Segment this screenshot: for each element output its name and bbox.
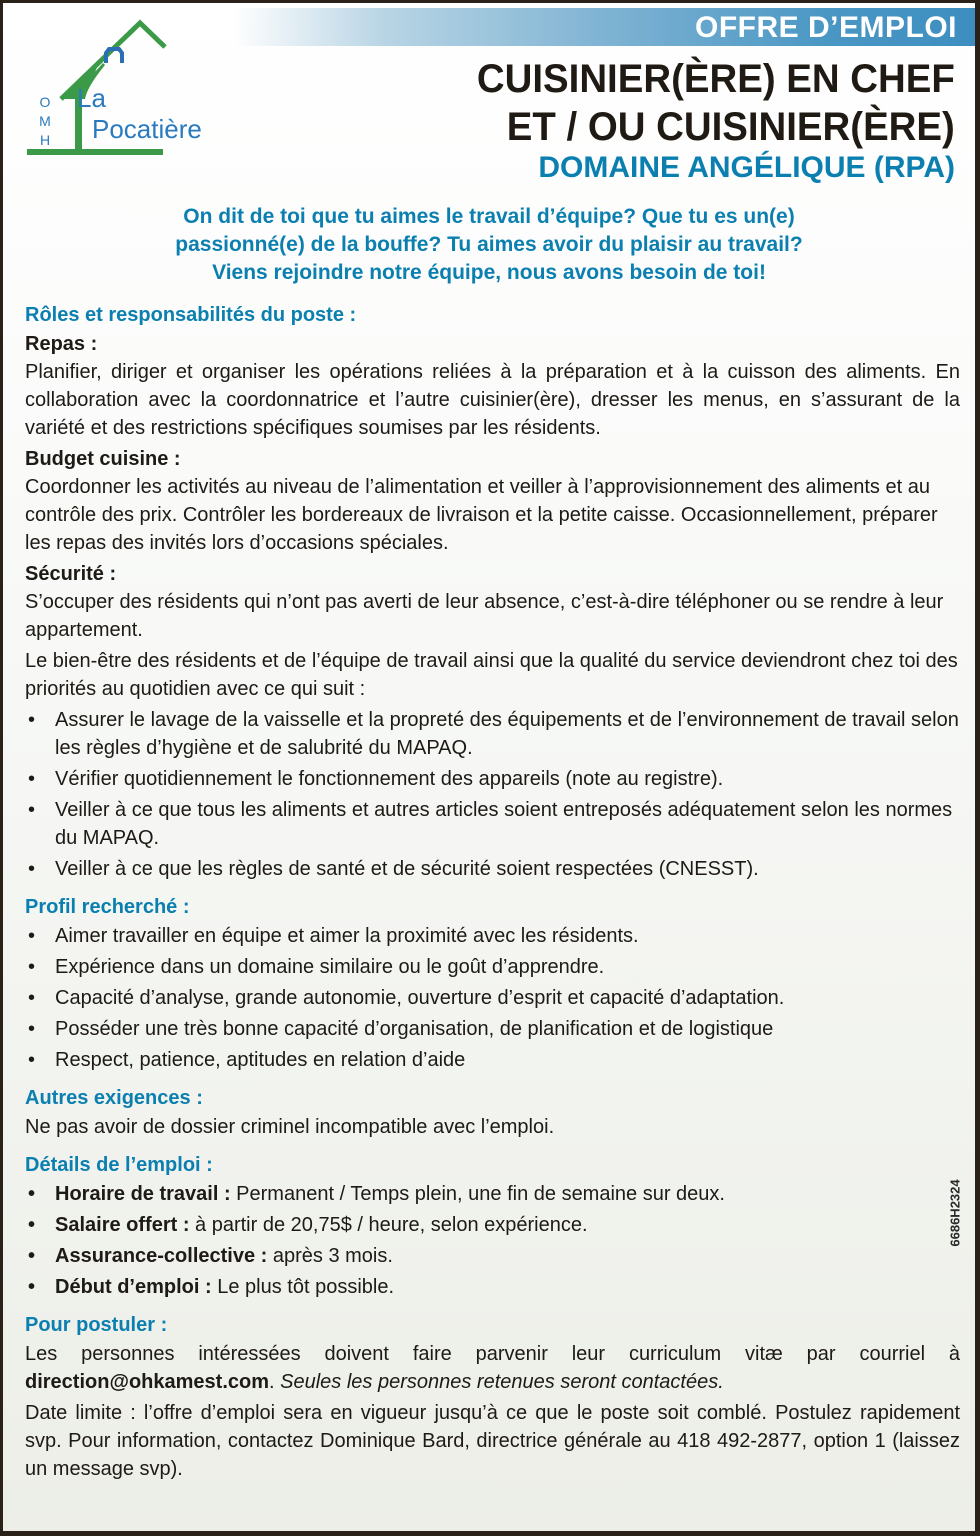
banner-label: OFFRE D’EMPLOI <box>695 11 957 44</box>
detail-item <box>25 1273 960 1301</box>
intro-line: passionné(e) de la bouffe? Tu aimes avoir du plaisir au travail? <box>175 233 803 256</box>
budget-text: Coordonner les activités au niveau de l’alimentation et veiller à l’approvisionnement des aliments et au contrôle des prix. Contrôler les bordereaux de livraison et la petite caisse. Occasionnellement, préparer les repas des invités lors d’occasions spéciales. <box>25 476 938 554</box>
subheading-budget: Budget cuisine : <box>25 448 181 470</box>
bullet-icon: • <box>28 1018 36 1040</box>
section-heading-exigences: Autres exigences : <box>25 1087 203 1109</box>
list-item <box>25 855 960 883</box>
postuler-intro: Les personnes intéressées doivent faire parvenir leur curriculum vitæ par courriel à <box>25 1343 960 1365</box>
postuler-text <box>25 1340 960 1396</box>
exigences-text: Ne pas avoir de dossier criminel incompatible avec l’emploi. <box>25 1116 555 1138</box>
bullet-icon: • <box>28 799 36 821</box>
bullet-icon: • <box>28 1049 36 1071</box>
bullet-icon: • <box>28 1276 36 1298</box>
bullet-icon: • <box>28 987 36 1009</box>
section-heading-profil: Profil recherché : <box>25 896 190 918</box>
roles-bullet-list <box>25 706 960 883</box>
list-item-text: Assurer le lavage de la vaisselle et la propreté des équipements et de l’environnement de travail selon les règles d’hygiène et de salubrité du MAPAQ. <box>55 709 959 759</box>
bienetre-text: Le bien-être des résidents et de l’équipe de travail ainsi que la qualité du service deviendront chez toi des priorités au quotidien avec ce qui suit : <box>25 650 958 700</box>
detail-item <box>25 1242 960 1270</box>
list-item-text: Respect, patience, aptitudes en relation d’aide <box>55 1049 466 1071</box>
list-item <box>25 922 960 950</box>
bullet-icon: • <box>28 1214 36 1236</box>
intro-line: Viens rejoindre notre équipe, nous avons besoin de toi! <box>212 261 766 284</box>
logo-text-pocatiere: Pocatière <box>92 114 202 144</box>
list-item <box>25 796 960 852</box>
detail-label: Début d’emploi : <box>55 1276 212 1298</box>
omh-logo <box>23 17 223 162</box>
logo-letter-h: H <box>39 132 51 148</box>
bullet-icon: • <box>28 858 36 880</box>
details-list <box>25 1180 960 1301</box>
intro-line: On dit de toi que tu aimes le travail d’équipe? Que tu es un(e) <box>183 205 795 228</box>
list-item-text: Aimer travailler en équipe et aimer la proximité avec les résidents. <box>55 925 639 947</box>
offer-banner <box>233 8 975 46</box>
ad-reference-code <box>945 1163 965 1263</box>
main-content <box>25 300 960 1486</box>
detail-value: Permanent / Temps plein, une fin de semaine sur deux. <box>230 1183 725 1205</box>
postuler-separator: . <box>269 1371 281 1393</box>
logo-omh <box>37 93 53 150</box>
detail-label: Horaire de travail : <box>55 1183 231 1205</box>
detail-value: à partir de 20,75$ / heure, selon expérience. <box>189 1214 588 1236</box>
subheading-securite: Sécurité : <box>25 563 117 585</box>
ad-code-text: 6686H2324 <box>947 1179 963 1247</box>
bullet-icon: • <box>28 1245 36 1267</box>
section-heading-roles: Rôles et responsabilités du poste : <box>25 304 357 326</box>
bullet-icon: • <box>28 709 36 731</box>
job-title-line-1: CUISINIER(ÈRE) EN CHEF <box>477 57 955 101</box>
detail-item <box>25 1211 960 1239</box>
detail-value: Le plus tôt possible. <box>211 1276 395 1298</box>
list-item <box>25 765 960 793</box>
list-item-text: Posséder une très bonne capacité d’organisation, de planification et de logistique <box>55 1018 774 1040</box>
job-title-line-2: ET / OU CUISINIER(ÈRE) <box>506 105 955 149</box>
detail-label: Salaire offert : <box>55 1214 190 1236</box>
securite-text: S’occuper des résidents qui n’ont pas averti de leur absence, c’est-à-dire téléphoner ou se rendre à leur appartement. <box>25 591 944 641</box>
list-item-text: Veiller à ce que les règles de santé et de sécurité soient respectées (CNESST). <box>55 858 759 880</box>
detail-item <box>25 1180 960 1208</box>
contact-email-link[interactable]: direction@ohkamest.com <box>25 1371 270 1393</box>
logo-letter-m: M <box>39 113 51 129</box>
list-item-text: Vérifier quotidiennement le fonctionnement des appareils (note au registre). <box>55 768 724 790</box>
employer-name: DOMAINE ANGÉLIQUE (RPA) <box>538 151 955 184</box>
list-item-text: Capacité d’analyse, grande autonomie, ouverture d’esprit et capacité d’adaptation. <box>55 987 785 1009</box>
bullet-icon: • <box>28 768 36 790</box>
job-title <box>477 55 955 151</box>
date-limite-text: Date limite : l’offre d’emploi sera en vigueur jusqu’à ce que le poste soit comblé. Postulez rapidement svp. Pour information, contactez Dominique Bard, directrice générale au 418 492-2877, option 1 (laissez un message svp). <box>25 1402 960 1480</box>
logo-letter-o: O <box>39 94 51 110</box>
profil-bullet-list <box>25 922 960 1074</box>
list-item-text: Veiller à ce que tous les aliments et autres articles soient entreposés adéquatement selon les normes du MAPAQ. <box>55 799 953 849</box>
bullet-icon: • <box>28 956 36 978</box>
bullet-icon: • <box>28 1183 36 1205</box>
intro-text <box>3 203 975 287</box>
detail-value: après 3 mois. <box>267 1245 393 1267</box>
subheading-repas: Repas : <box>25 333 98 355</box>
list-item <box>25 706 960 762</box>
bullet-icon: • <box>28 925 36 947</box>
list-item <box>25 953 960 981</box>
list-item <box>25 1015 960 1043</box>
list-item-text: Expérience dans un domaine similaire ou le goût d’apprendre. <box>55 956 605 978</box>
section-heading-details: Détails de l’emploi : <box>25 1154 213 1176</box>
job-posting-page <box>3 3 975 1531</box>
selection-note: Seules les personnes retenues seront contactées. <box>280 1371 724 1393</box>
list-item <box>25 1046 960 1074</box>
repas-text: Planifier, diriger et organiser les opérations reliées à la préparation et à la cuisson des aliments. En collaboration avec la coordonnatrice et l’autre cuisinier(ère), dresser les menus, en s’assurant de la variété et des restrictions spécifiques soumises par les résidents. <box>25 361 960 439</box>
section-heading-postuler: Pour postuler : <box>25 1314 168 1336</box>
detail-label: Assurance-collective : <box>55 1245 268 1267</box>
list-item <box>25 984 960 1012</box>
logo-text-la: La <box>77 83 106 113</box>
